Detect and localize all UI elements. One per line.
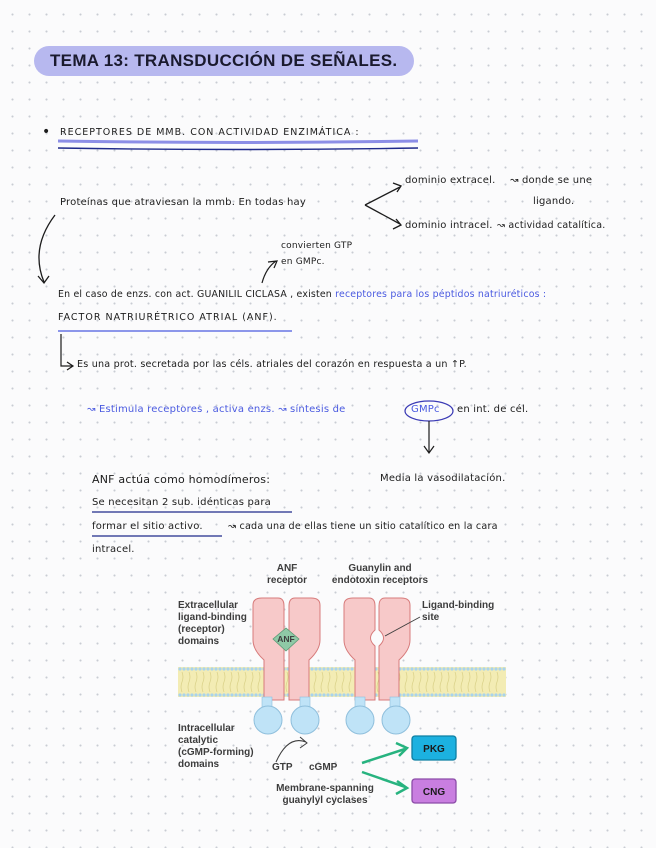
page-title: TEMA 13: TRANSDUCCIÓN DE SEÑALES. [50,51,398,70]
section-heading: RECEPTORES DE MMB. CON ACTIVIDAD ENZIMÁTICA : [60,127,360,138]
anf-line: FACTOR NATRIURÉTRICO ATRIAL (ANF). [58,312,278,323]
guanylin-receptor-label: Guanylin and endotoxin receptors [331,563,429,586]
gtp-label: GTP [272,762,293,773]
bullet: • [42,124,51,140]
homodimer-line: ANF actúa como homodímeros: [92,473,271,486]
stimulates-line: ↝ Estimula receptores , activa enzs. ↝ síntesis de [87,404,346,415]
branch-intracellular-note: ↝ actividad catalítica. [497,220,606,231]
cgmp-label: cGMP [309,762,338,773]
anf-ligand-label: ANF [277,634,295,644]
branch-extracellular: dominio extracel. [405,175,496,186]
branch-extracellular-note: ↝ donde se une [510,175,593,186]
subunits-line: Se necesitan 2 sub. idénticas para [92,497,272,508]
stimulates-end: en int. de cél. [457,404,529,415]
vasodilation-line: Media la vasodilatación. [380,473,506,484]
catalytic-site-line: ↝ cada una de ellas tiene un sitio catalítico en la cara [228,521,498,532]
gtp-note-2: en GMPc. [281,257,325,267]
gmpc-circled: GMPc [411,404,440,415]
active-site-line: formar el sitio activo. [92,521,203,532]
membrane-spanning-label: Membrane-spanning guanylyl cyclases [276,783,374,806]
extracellular-domain-label: Extracellular ligand-binding (receptor) domains [178,600,247,647]
cell-membrane [178,667,506,697]
gtp-note-1: convierten GTP [281,241,353,251]
branch-intracellular: dominio intracel. [405,220,493,231]
arrow-to-pkg [362,749,405,763]
case-prefix: En el caso de enzs. con act. GUANILIL CICLASA , existen [58,289,332,300]
natriuretic-receptors: receptores para los péptidos natriuréticos : [335,289,547,300]
anf-receptor [253,598,320,734]
branch-extracellular-note-2: ligando. [533,196,575,207]
anf-receptor-label: ANF receptor [266,563,308,586]
secreted-line: Es una prot. secretada por las céls. atriales del corazón en respuesta a un ↑P. [77,359,467,370]
pkg-label: PKG [423,744,445,755]
cng-label: CNG [422,787,446,798]
intro-text: Proteínas que atraviesan la mmb. En todas hay [60,197,306,208]
intracel-line: intracel. [92,544,135,555]
gtp-cgmp-arrow [276,741,306,762]
guanylin-receptor [344,598,410,734]
intracellular-domain-label: Intracellular catalytic (cGMP-forming) domains [178,723,254,770]
ligand-binding-site-label: Ligand-binding site [422,600,495,623]
